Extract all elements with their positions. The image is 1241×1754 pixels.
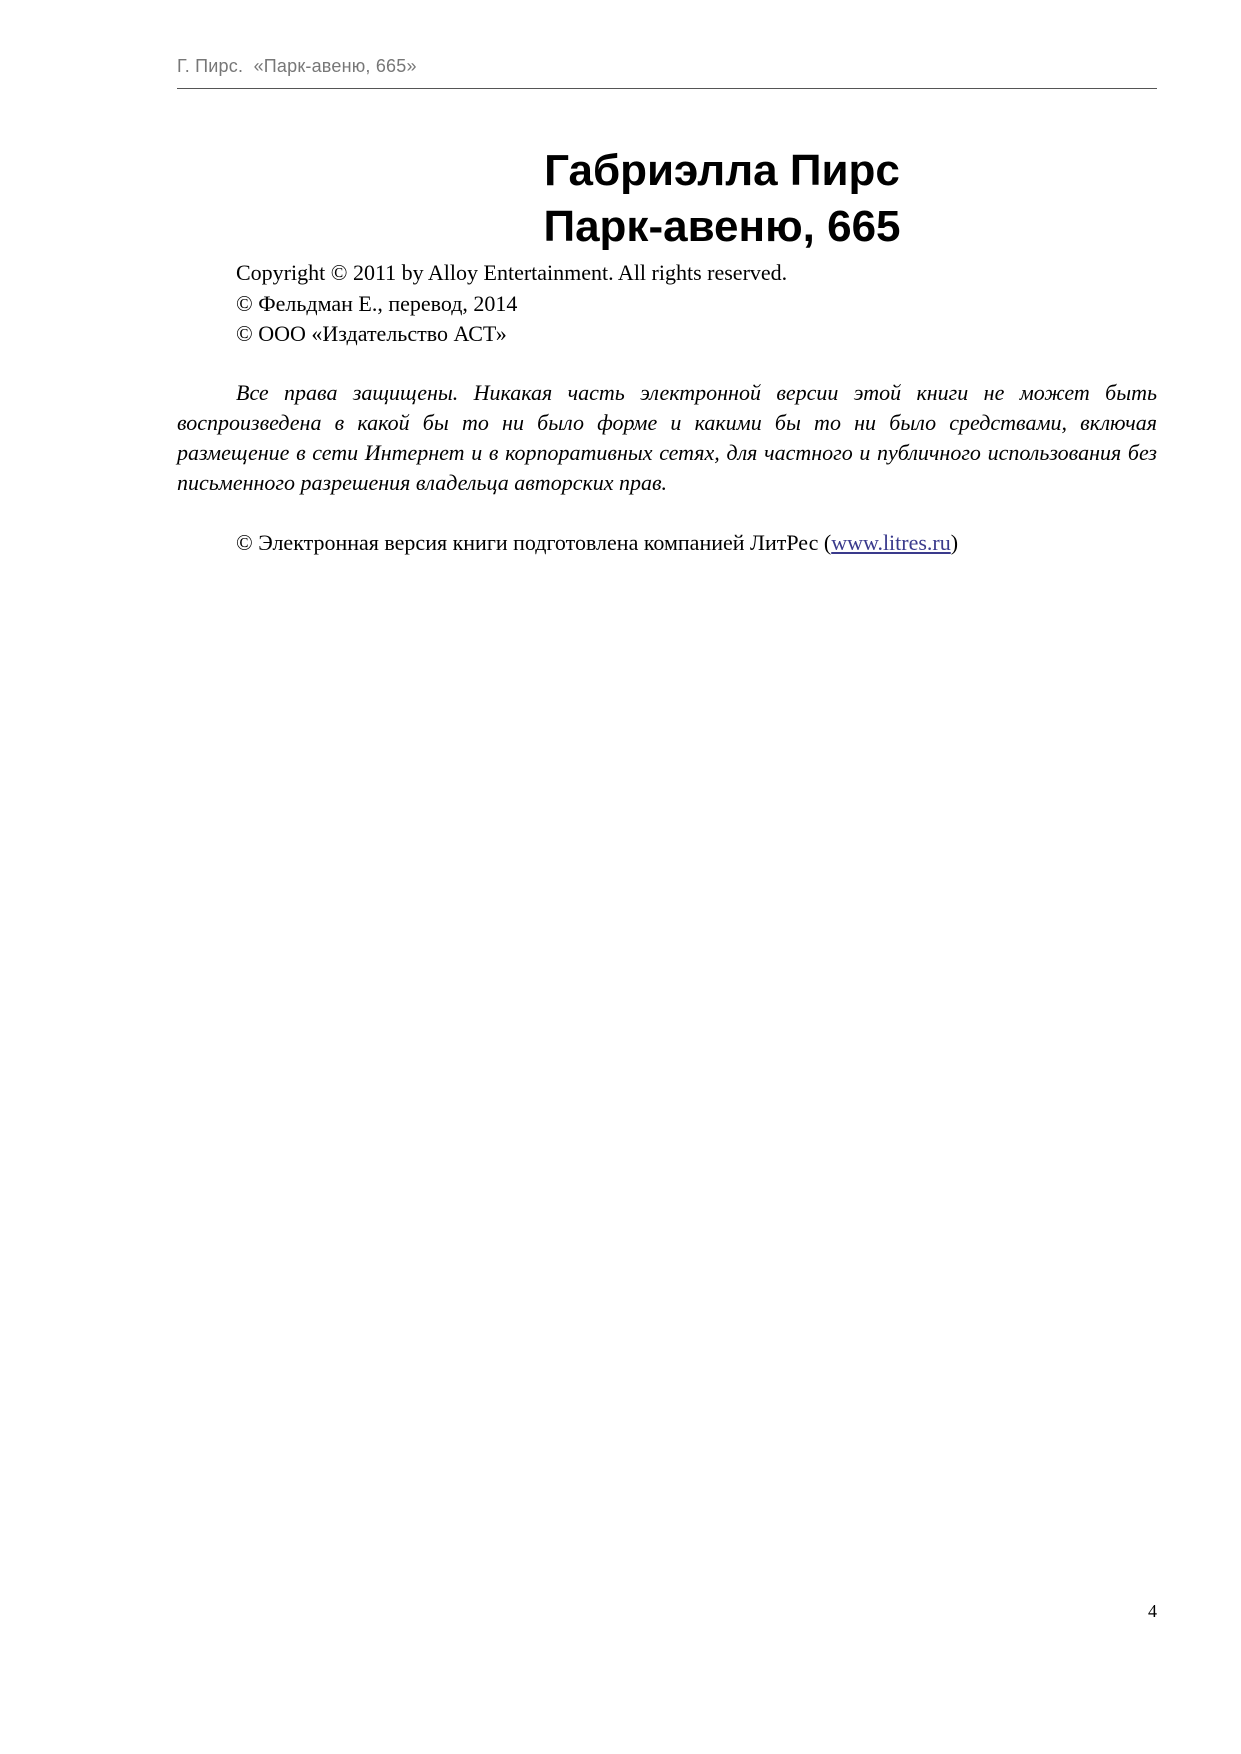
running-header-author: Г. Пирс. <box>177 56 244 76</box>
running-header <box>177 56 1157 77</box>
book-title: Парк-авеню, 665 <box>543 202 901 251</box>
litres-link[interactable]: www.litres.ru <box>831 530 951 555</box>
page-number: 4 <box>1148 1601 1157 1621</box>
copyright-line-translation: © Фельдман Е., перевод, 2014 <box>236 290 518 316</box>
running-header-title: «Парк-авеню, 665» <box>253 56 417 76</box>
rights-notice: Все права защищены. Никакая часть электронной версии этой книги не может быть воспроизведена в какой бы то ни было форме и какими бы то ни было средствами, включая размещение в сети Интернет и в корпоративных сетях, для частного и публичного использования без письменного разрешения владельца авторских прав. <box>177 380 1157 495</box>
book-title-block <box>177 143 1157 255</box>
copyright-block <box>236 258 1157 350</box>
copyright-line-publisher: © ООО «Издательство АСТ» <box>236 321 507 346</box>
litres-notice-suffix: ) <box>950 530 959 555</box>
litres-notice-prefix: © Электронная версия книги подготовлена компанией ЛитРес ( <box>236 530 832 555</box>
copyright-line-original: Copyright © 2011 by Alloy Entertainment. All rights reserved. <box>236 260 788 285</box>
header-rule <box>177 88 1157 89</box>
book-author: Габриэлла Пирс <box>544 146 900 195</box>
litres-notice <box>236 528 1157 558</box>
